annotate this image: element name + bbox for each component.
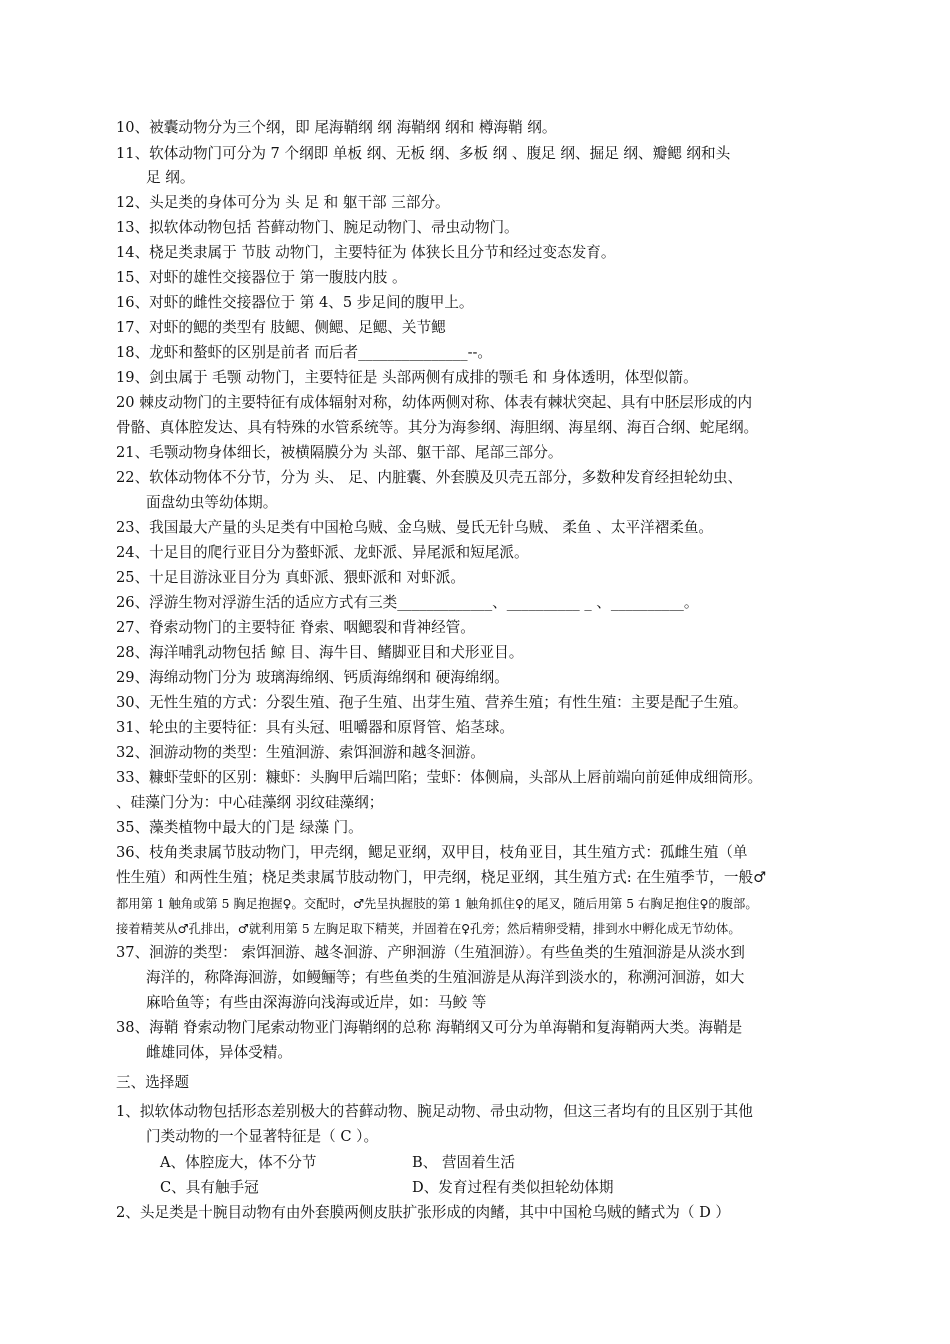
text-line: 接着精荚从♂孔排出，♂就利用第 5 左胸足取下精荚，并固着在♀孔旁；然后精卵受精，排到水中孵化成无节幼体。 [116,922,741,936]
text-line: 21、毛颚动物身体细长，被横隔膜分为 头部、躯干部、尾部三部分。 [116,444,563,461]
text-line: A、体腔庞大，体不分节 [160,1154,317,1171]
text-line: 28、海洋哺乳动物包括 鲸 目、海牛目、鳍脚亚目和犬形亚目。 [116,644,524,661]
text-line: 19、剑虫属于 毛颚 动物门，主要特征是 头部两侧有成排的颚毛 和 身体透明，体型似箭。 [116,369,698,386]
text-line: 都用第 1 触角或第 5 胸足抱握♀。交配时，♂先呈执握肢的第 1 触角抓住♀的尾叉，随后用第 5 右胸足抱住♀的腹部。 [116,897,758,911]
text-line: 13、拟软体动物包括 苔藓动物门、腕足动物门、帚虫动物门。 [116,219,519,236]
text-line: 麻哈鱼等；有些由深海游向浅海或近岸，如：马鲛 等 [146,994,487,1011]
text-line: 骨骼、真体腔发达、具有特殊的水管系统等。其分为海参纲、海胆纲、海星纲、海百合纲、蛇尾纲。 [116,419,759,436]
text-line: 37、洄游的类型： 索饵洄游、越冬洄游、产卵洄游（生殖洄游）。有些鱼类的生殖洄游是从淡水到 [116,944,745,961]
text-line: 12、头足类的身体可分为 头 足 和 躯干部 三部分。 [116,194,450,211]
text-line: 门类动物的一个显著特征是（ C ）。 [146,1128,379,1145]
text-line: 雌雄同体，异体受精。 [146,1044,292,1061]
text-line: 、硅藻门分为：中心硅藻纲 羽纹硅藻纲； [116,794,384,811]
text-line: 性生殖）和两性生殖；桡足类隶属节肢动物门，甲壳纲，桡足亚纲，其生殖方式: 在生殖季节，一般♂ [116,869,767,886]
text-line: 30、无性生殖的方式：分裂生殖、孢子生殖、出芽生殖、营养生殖；有性生殖：主要是配子生殖。 [116,694,748,711]
text-line: 25、十足目游泳亚目分为 真虾派、猥虾派和 对虾派。 [116,569,465,586]
text-line: 22、软体动物体不分节，分为 头、 足、内脏囊、外套膜及贝壳五部分，多数种发育经担轮幼虫、 [116,469,743,486]
text-line: 24、十足目的爬行亚目分为螯虾派、龙虾派、异尾派和短尾派。 [116,544,529,561]
text-line: 2、头足类是十腕目动物有由外套膜两侧皮肤扩张形成的肉鳍，其中中国枪乌贼的鳍式为（ D ） [116,1204,731,1221]
text-line: C、具有触手冠 [160,1179,259,1196]
text-line: 29、海绵动物门分为 玻璃海绵纲、钙质海绵纲和 硬海绵纲。 [116,669,509,686]
text-line: 36、枝角类隶属节肢动物门，甲壳纲，鳃足亚纲，双甲目，枝角亚目，其生殖方式：孤雌生殖（单 [116,844,748,861]
text-line: 32、洄游动物的类型：生殖洄游、索饵洄游和越冬洄游。 [116,744,485,761]
text-line: 11、软体动物门可分为 7 个纲即 单板 纲、无板 纲、多板 纲 、腹足 纲、掘足 纲、瓣鳃 纲和头 [116,145,731,162]
text-line: 23、我国最大产量的头足类有中国枪乌贼、金乌贼、曼氏无针乌贼、 柔鱼 、太平洋褶柔鱼。 [116,519,714,536]
text-line: 16、对虾的雌性交接器位于 第 4、5 步足间的腹甲上。 [116,294,474,311]
text-line: B、 营固着生活 [412,1154,515,1171]
text-line: 10、被囊动物分为三个纲，即 尾海鞘纲 纲 海鞘纲 纲和 樽海鞘 纲。 [116,119,557,136]
text-line: 33、糠虾莹虾的区别：糠虾：头胸甲后端凹陷；莹虾：体侧扁，头部从上唇前端向前延伸成细筒形。 [116,769,763,786]
text-line: 15、对虾的雄性交接器位于 第一腹肢内肢 。 [116,269,407,286]
text-line: 38、海鞘 脊索动物门尾索动物亚门海鞘纲的总称 海鞘纲又可分为单海鞘和复海鞘两大类。海鞘是 [116,1019,743,1036]
text-line: 31、轮虫的主要特征：具有头冠、咀嚼器和原肾管、焰茎球。 [116,719,515,736]
text-line: 14、桡足类隶属于 节肢 动物门，主要特征为 体狭长且分节和经过变态发育。 [116,244,616,261]
text-line: 足 纲。 [146,169,195,186]
text-line: 面盘幼虫等幼体期。 [146,494,278,511]
text-line: D、发育过程有类似担轮幼体期 [412,1179,614,1196]
text-line: 27、脊索动物门的主要特征 脊索、咽鳃裂和背神经管。 [116,619,475,636]
text-line: 26、浮游生物对浮游生活的适应方式有三类_____________、__________ _ 、__________。 [116,594,699,611]
text-line: 三、选择题 [116,1074,189,1091]
text-line: 35、藻类植物中最大的门是 绿藻 门。 [116,819,363,836]
text-line: 18、龙虾和螯虾的区别是前者 而后者_______________--。 [116,344,493,361]
text-line: 海洋的，称降海洄游，如鳗鲡等；有些鱼类的生殖洄游是从海洋到淡水的，称溯河洄游，如大 [146,969,745,986]
text-line: 1、拟软体动物包括形态差别极大的苔藓动物、腕足动物、帚虫动物，但这三者均有的且区别于其他 [116,1103,753,1120]
text-line: 20 棘皮动物门的主要特征有成体辐射对称，幼体两侧对称、体表有棘状突起、具有中胚层形成的内 [116,394,753,411]
text-line: 17、对虾的鳃的类型有 肢鳃、侧鳃、足鳃、关节鳃 [116,319,446,336]
